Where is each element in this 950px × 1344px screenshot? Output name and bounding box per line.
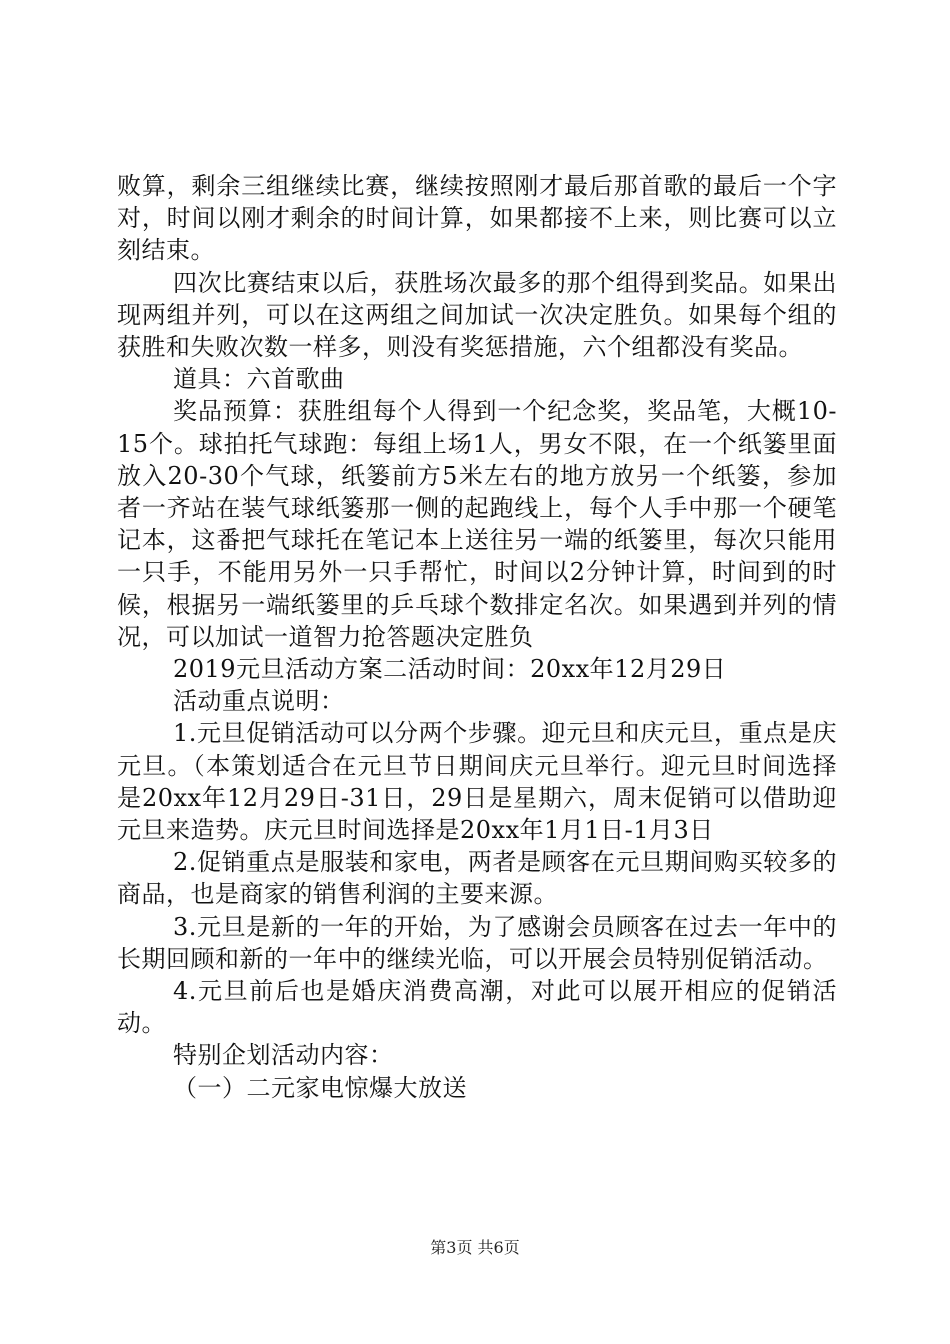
document-body bbox=[117, 170, 837, 1104]
paragraph-section-one: （一）二元家电惊爆大放送 bbox=[173, 1073, 467, 1102]
paragraph-note-2: 2.促销重点是服装和家电，两者是顾客在元旦期间购买较多的商品，也是商家的销售利润的主要来源。 bbox=[117, 848, 837, 909]
paragraph-special-heading: 特别企划活动内容： bbox=[173, 1041, 394, 1070]
paragraph-prize-budget: 奖品预算：获胜组每个人得到一个纪念奖，奖品笔，大概10-15个。球拍托气球跑：每组上场1人，男女不限，在一个纸篓里面放入20-30个气球，纸篓前方5米左右的地方放另一个纸篓，参加者一齐站在装气球纸篓那一侧的起跑线上，每个人手中那一个硬笔记本，这番把气球托在笔记本上送往另一端的纸篓里，每次只能用一只手，不能用另外一只手帮忙，时间以2分钟计算，时间到的时候，根据另一端纸篓里的乒乓球个数排定名次。如果遇到并列的情况，可以加试一道智力抢答题决定胜负 bbox=[117, 397, 837, 651]
paragraph-note-1: 1.元旦促销活动可以分两个步骤。迎元旦和庆元旦，重点是庆元旦。（本策划适合在元旦节日期间庆元旦举行。迎元旦时间选择是20xx年12月29日-31日，29日是星期六，周末促销可以借助迎元旦来造势。庆元旦时间选择是20xx年1月1日-1月3日 bbox=[117, 719, 837, 845]
paragraph-props: 道具：六首歌曲 bbox=[173, 365, 345, 394]
paragraph-continuation: 败算，剩余三组继续比赛，继续按照刚才最后那首歌的最后一个字对，时间以刚才剩余的时间计算，如果都接不上来，则比赛可以立刻结束。 bbox=[117, 172, 837, 265]
page-number-footer: 第3页 共6页 bbox=[430, 1238, 520, 1257]
paragraph-prize-rule: 四次比赛结束以后，获胜场次最多的那个组得到奖品。如果出现两组并列，可以在这两组之间加试一次决定胜负。如果每个组的获胜和失败次数一样多，则没有奖惩措施，六个组都没有奖品。 bbox=[117, 268, 837, 362]
paragraph-key-notes-heading: 活动重点说明： bbox=[173, 687, 345, 716]
paragraph-note-3: 3.元旦是新的一年的开始，为了感谢会员顾客在过去一年中的长期回顾和新的一年中的继续光临，可以开展会员特别促销活动。 bbox=[117, 912, 837, 973]
paragraph-plan-two-title: 2019元旦活动方案二活动时间：20xx年12月29日 bbox=[173, 655, 727, 684]
paragraph-note-4: 4.元旦前后也是婚庆消费高潮，对此可以展开相应的促销活动。 bbox=[117, 977, 837, 1038]
